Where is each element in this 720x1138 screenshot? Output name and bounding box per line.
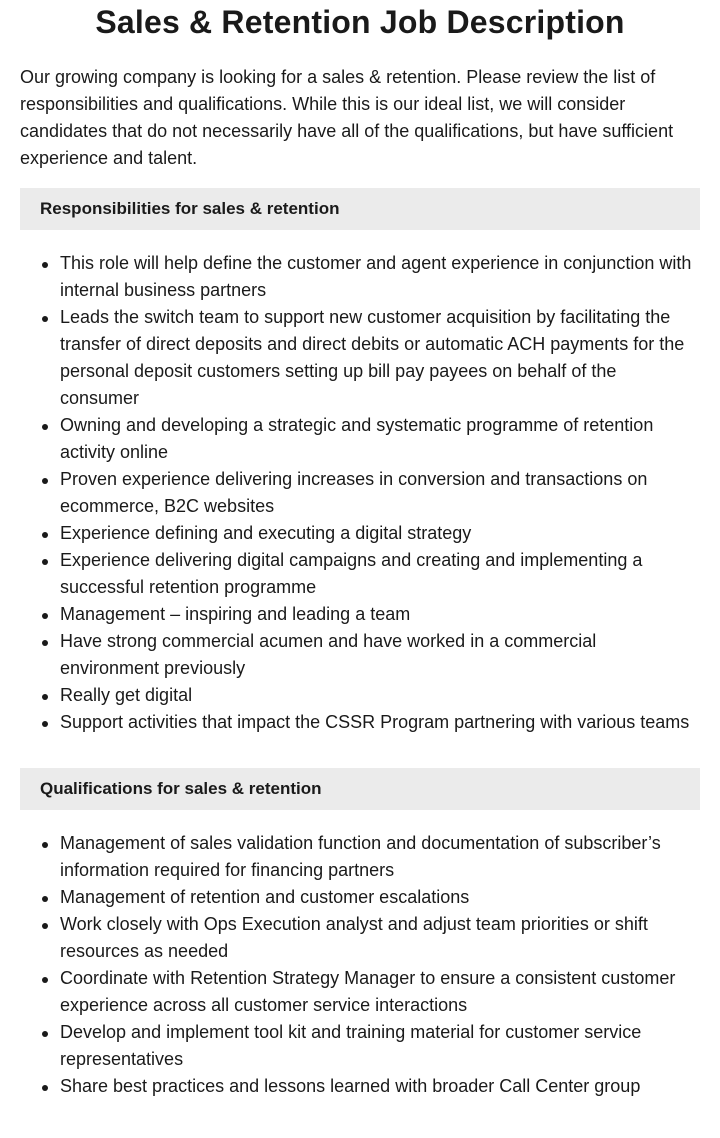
responsibilities-list [20, 250, 700, 736]
list-item: Have strong commercial acumen and have worked in a commercial environment previously [60, 628, 700, 682]
list-item: Coordinate with Retention Strategy Manager to ensure a consistent customer experience across all customer service interactions [60, 965, 700, 1019]
list-item: This role will help define the customer and agent experience in conjunction with internal business partners [60, 250, 700, 304]
list-item: Management – inspiring and leading a team [60, 601, 700, 628]
list-item: Owning and developing a strategic and systematic programme of retention activity online [60, 412, 700, 466]
list-item: Experience defining and executing a digital strategy [60, 520, 700, 547]
list-item: Really get digital [60, 682, 700, 709]
page-title: Sales & Retention Job Description [95, 4, 625, 40]
list-item: Management of retention and customer escalations [60, 884, 700, 911]
list-item: Management of sales validation function and documentation of subscriber’s information required for financing partners [60, 830, 700, 884]
qualifications-heading: Qualifications for sales & retention [20, 768, 700, 810]
list-item: Support activities that impact the CSSR Program partnering with various teams [60, 709, 700, 736]
list-item: Experience delivering digital campaigns and creating and implementing a successful retention programme [60, 547, 700, 601]
list-item: Work closely with Ops Execution analyst and adjust team priorities or shift resources as needed [60, 911, 700, 965]
list-item: Share best practices and lessons learned with broader Call Center group [60, 1073, 700, 1100]
list-item: Leads the switch team to support new customer acquisition by facilitating the transfer of direct deposits and direct debits or automatic ACH payments for the personal deposit customers setting up bill pay payees on behalf of the consumer [60, 304, 700, 412]
responsibilities-heading: Responsibilities for sales & retention [20, 188, 700, 230]
list-item: Proven experience delivering increases in conversion and transactions on ecommerce, B2C websites [60, 466, 700, 520]
qualifications-list [20, 830, 700, 1100]
intro-paragraph: Our growing company is looking for a sales & retention. Please review the list of responsibilities and qualifications. While this is our ideal list, we will consider candidates that do not necessarily have all of the qualifications, but have sufficient experience and talent. [20, 67, 674, 168]
list-item: Develop and implement tool kit and training material for customer service representatives [60, 1019, 700, 1073]
